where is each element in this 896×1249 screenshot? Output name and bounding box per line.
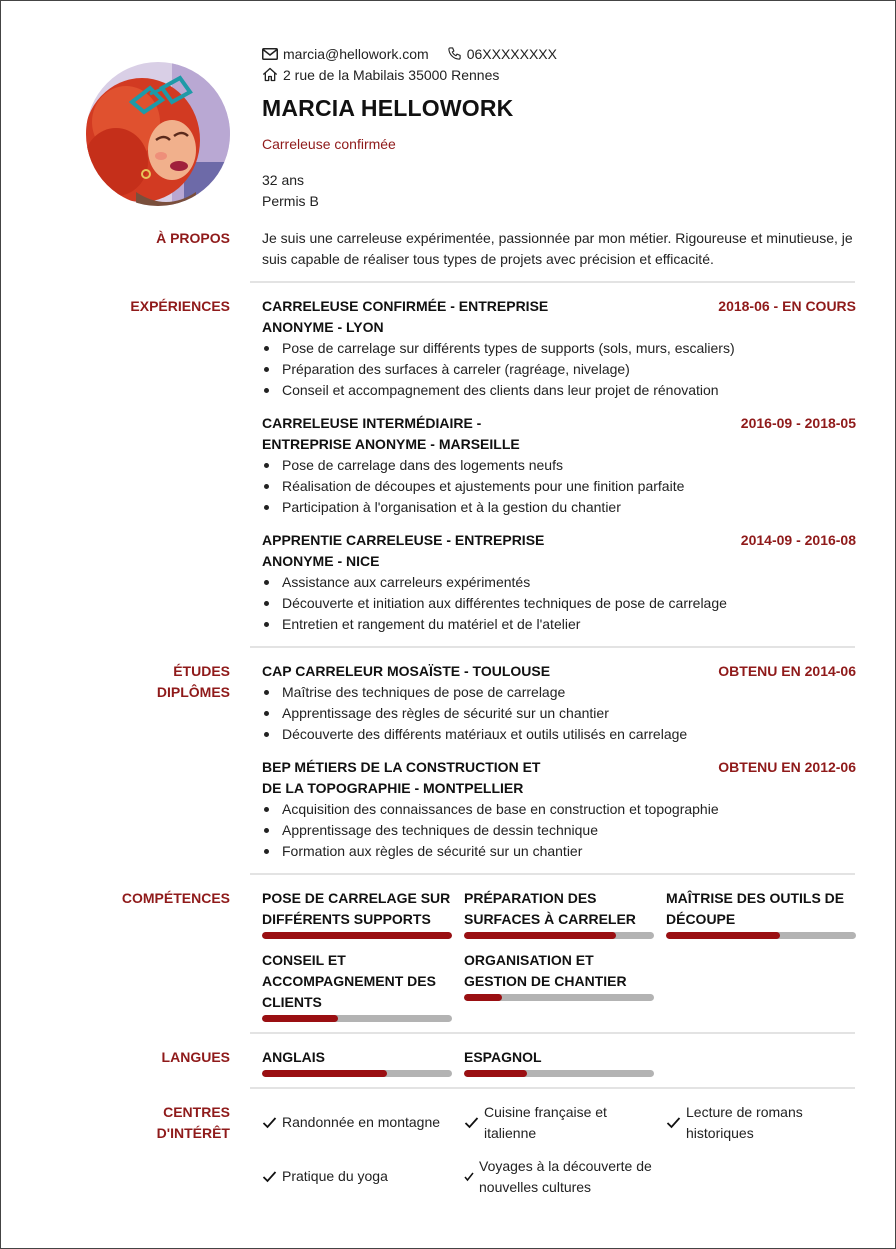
- list-item: Assistance aux carreleurs expérimentés: [262, 572, 856, 593]
- divider: [250, 281, 855, 283]
- phone-text: 06XXXXXXXX: [466, 45, 557, 62]
- address-contact: [262, 67, 499, 83]
- list-item: Formation aux règles de sécurité sur un chantier: [262, 841, 856, 862]
- language-bar-fill: [262, 1070, 387, 1077]
- skill-item: [464, 950, 654, 1001]
- language-bar: [464, 1070, 654, 1077]
- list-item: Maîtrise des techniques de pose de carrelage: [262, 682, 856, 703]
- experience-bullets: [262, 338, 856, 401]
- list-item: Pose de carrelage dans des logements neufs: [262, 455, 856, 476]
- experience-bullets: [262, 455, 856, 518]
- skill-bar: [262, 1015, 452, 1022]
- job-title: Carreleuse confirmée: [262, 136, 396, 152]
- skill-bar-fill: [262, 932, 452, 939]
- skill-bar: [666, 932, 856, 939]
- interests-label-line: D'INTÉRÊT: [156, 1125, 230, 1141]
- skill-item: [666, 888, 856, 939]
- avatar-illustration: [86, 62, 230, 206]
- languages-label: LANGUES: [161, 1049, 230, 1065]
- list-item: Découverte et initiation aux différentes techniques de pose de carrelage: [262, 593, 856, 614]
- list-item: Réalisation de découpes et ajustements pour une finition parfaite: [262, 476, 856, 497]
- list-item: Conseil et accompagnement des clients dans leur projet de rénovation: [262, 380, 856, 401]
- education-date: OBTENU EN 2014-06: [718, 663, 856, 679]
- skill-bar: [464, 932, 654, 939]
- about-label: À PROPOS: [156, 230, 230, 246]
- header: [262, 43, 862, 212]
- language-item: [262, 1047, 452, 1077]
- about-text: Je suis une carreleuse expérimentée, passionnée par mon métier. Rigoureuse et minutieuse, je suis capable de réaliser tous types de projets avec précision et efficacité.: [262, 230, 853, 267]
- divider: [250, 1032, 855, 1034]
- language-bar: [262, 1070, 452, 1077]
- list-item: Acquisition des connaissances de base en construction et topographie: [262, 799, 856, 820]
- experience-date: 2014-09 - 2016-08: [740, 532, 856, 548]
- interest-text: Lecture de romans historiques: [686, 1104, 803, 1141]
- interests-label: [101, 1102, 230, 1144]
- interest-item: [666, 1102, 856, 1144]
- envelope-icon: [262, 48, 278, 60]
- interest-item: [464, 1156, 654, 1198]
- education-date: OBTENU EN 2012-06: [718, 759, 856, 775]
- list-item: Participation à l'organisation et à la gestion du chantier: [262, 497, 856, 518]
- list-item: Apprentissage des techniques de dessin technique: [262, 820, 856, 841]
- home-icon: [262, 67, 278, 82]
- interest-item: [262, 1166, 452, 1187]
- education-entry: [262, 757, 856, 862]
- personal-info: [262, 170, 862, 212]
- interest-text: Voyages à la découverte de nouvelles cultures: [479, 1158, 652, 1195]
- experience-title: APPRENTIE CARRELEUSE - ENTREPRISE ANONYME - NICE: [262, 532, 545, 569]
- experience-bullets: [262, 572, 856, 635]
- check-icon: [464, 1102, 479, 1144]
- experience-title: CARRELEUSE INTERMÉDIAIRE - ENTREPRISE ANONYME - MARSEILLE: [262, 415, 520, 452]
- divider: [250, 1087, 855, 1089]
- check-icon: [464, 1156, 474, 1198]
- divider: [250, 873, 855, 875]
- contact-line: [262, 43, 862, 64]
- skill-bar-fill: [666, 932, 780, 939]
- list-item: Apprentissage des règles de sécurité sur un chantier: [262, 703, 856, 724]
- interests-label-line: CENTRES: [163, 1104, 230, 1120]
- skill-name: ORGANISATION ET GESTION DE CHANTIER: [464, 952, 627, 989]
- experience-entry: [262, 296, 856, 401]
- phone-icon: [447, 46, 462, 61]
- education-title: CAP CARRELEUR MOSAÏSTE - TOULOUSE: [262, 663, 551, 679]
- age: 32 ans: [262, 172, 305, 188]
- interest-item: [262, 1112, 452, 1133]
- skill-bar-fill: [464, 994, 502, 1001]
- skill-name: PRÉPARATION DES SURFACES À CARRELER: [464, 890, 636, 927]
- interest-item: [464, 1102, 654, 1144]
- address-line: [262, 64, 862, 85]
- divider: [250, 646, 855, 648]
- education-label-line: ÉTUDES: [173, 663, 230, 679]
- avatar: [86, 62, 230, 206]
- experience-date: 2016-09 - 2018-05: [740, 415, 856, 431]
- list-item: Entretien et rangement du matériel et de l'atelier: [262, 614, 856, 635]
- language-bar-fill: [464, 1070, 527, 1077]
- skill-item: [262, 950, 452, 1022]
- skill-item: [262, 888, 452, 939]
- education-label: [101, 661, 230, 703]
- language-name: ESPAGNOL: [464, 1049, 542, 1065]
- experiences-label: EXPÉRIENCES: [130, 298, 230, 314]
- language-name: ANGLAIS: [262, 1049, 325, 1065]
- skill-name: CONSEIL ET ACCOMPAGNEMENT DES CLIENTS: [262, 952, 436, 1010]
- skill-name: POSE DE CARRELAGE SUR DIFFÉRENTS SUPPORTS: [262, 890, 451, 927]
- list-item: Préparation des surfaces à carreler (ragréage, nivelage): [262, 359, 856, 380]
- interest-text: Cuisine française et italienne: [484, 1104, 607, 1141]
- skill-item: [464, 888, 654, 939]
- check-icon: [262, 1112, 277, 1133]
- experience-entry: [262, 530, 856, 635]
- education-label-line: DIPLÔMES: [156, 684, 230, 700]
- interest-text: Randonnée en montagne: [282, 1114, 441, 1130]
- check-icon: [262, 1166, 277, 1187]
- experience-title: CARRELEUSE CONFIRMÉE - ENTREPRISE ANONYME - LYON: [262, 298, 549, 335]
- skill-bar-fill: [464, 932, 616, 939]
- skills-label: COMPÉTENCES: [121, 890, 230, 906]
- check-icon: [666, 1102, 681, 1144]
- education-title: BEP MÉTIERS DE LA CONSTRUCTION ET DE LA TOPOGRAPHIE - MONTPELLIER: [262, 759, 541, 796]
- experience-date: 2018-06 - EN COURS: [718, 298, 856, 314]
- address-text: 2 rue de la Mabilais 35000 Rennes: [283, 66, 500, 83]
- education-bullets: [262, 799, 856, 862]
- candidate-name: MARCIA HELLOWORK: [262, 95, 514, 121]
- email-contact[interactable]: [262, 46, 429, 62]
- skill-name: MAÎTRISE DES OUTILS DE DÉCOUPE: [666, 890, 845, 927]
- education-bullets: [262, 682, 856, 745]
- language-item: [464, 1047, 654, 1077]
- education-entry: [262, 661, 856, 745]
- skill-bar-fill: [262, 1015, 338, 1022]
- list-item: Pose de carrelage sur différents types de supports (sols, murs, escaliers): [262, 338, 856, 359]
- list-item: Découverte des différents matériaux et outils utilisés en carrelage: [262, 724, 856, 745]
- email-text: marcia@hellowork.com: [283, 45, 429, 62]
- phone-contact[interactable]: [447, 46, 557, 62]
- experience-entry: [262, 413, 856, 518]
- skill-bar: [464, 994, 654, 1001]
- interest-text: Pratique du yoga: [282, 1168, 388, 1184]
- skill-bar: [262, 932, 452, 939]
- driving-license: Permis B: [262, 193, 319, 209]
